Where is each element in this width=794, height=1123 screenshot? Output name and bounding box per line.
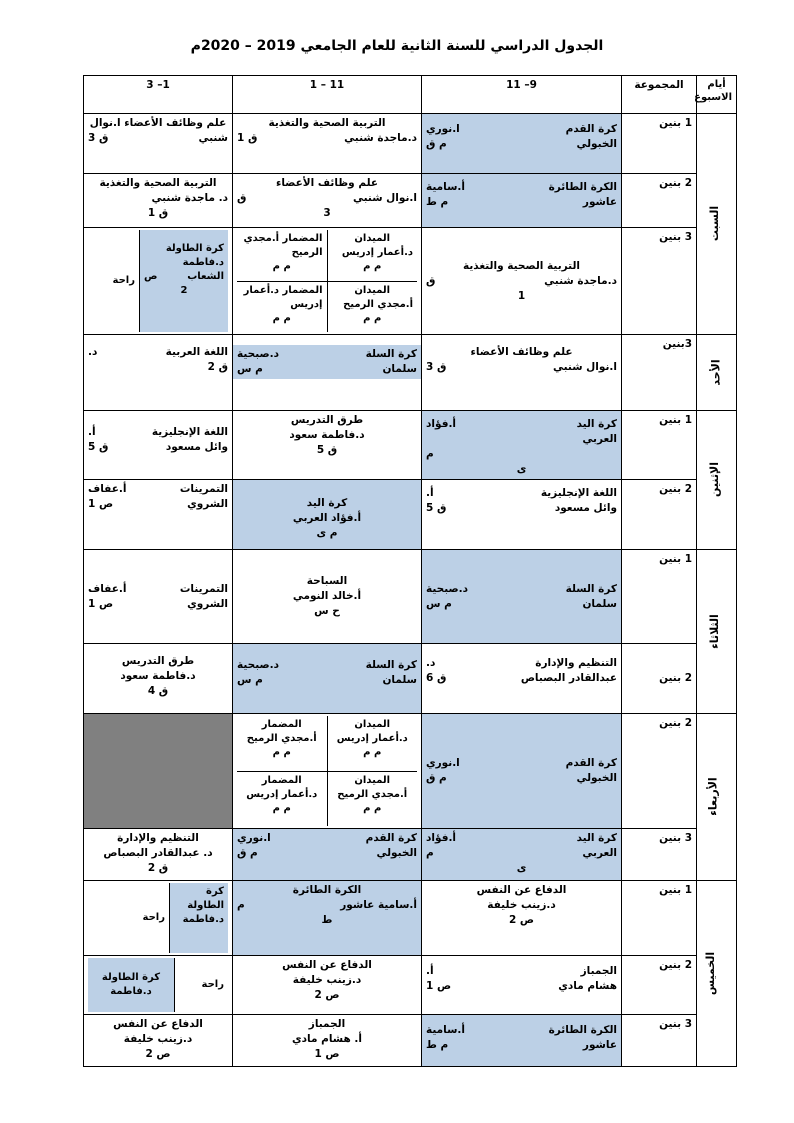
- schedule-cell: المضمار د.أعمار إدريس م م: [237, 281, 327, 332]
- schedule-cell: الميدان أ.مجدي الرميح م م: [327, 281, 417, 332]
- schedule-cell: كرة اليد أ.فؤاد العربي م ى: [233, 480, 422, 550]
- schedule-cell: كرة الطاولة د.فاطمة الشعاب ص 2: [140, 230, 229, 332]
- schedule-cell: الميدان د.أعمار إدريس م م: [327, 716, 417, 771]
- group-cell: 2 بنين: [622, 644, 697, 714]
- table-row: [84, 335, 737, 411]
- table-row: [84, 411, 737, 480]
- table-row: [84, 228, 737, 335]
- group-cell: 2 بنين: [622, 956, 697, 1015]
- day-tuesday: الثلاثاء: [697, 550, 737, 714]
- group-cell: 2 بنين: [622, 480, 697, 550]
- group-cell: 2 بنين: [622, 174, 697, 228]
- schedule-cell: الجمباز أ. هشام مادي ص 1: [233, 1015, 422, 1067]
- schedule-cell: السباحة أ.خالد النومي ح س: [233, 550, 422, 644]
- rest-cell: راحة: [88, 883, 170, 953]
- schedule-cell: اللغة الإنجليزية أ. وائل مسعود ق 5: [84, 411, 233, 480]
- schedule-cell: اللغة الإنجليزية أ. وائل مسعود ق 5: [422, 480, 622, 550]
- table-row: [84, 114, 737, 174]
- schedule-cell: التمرينات أ.عفاف الشروي ص 1: [84, 480, 233, 550]
- table-row: [84, 480, 737, 550]
- days-header: أيام الاسبوع: [697, 76, 737, 114]
- group-cell: 3 بنين: [622, 829, 697, 881]
- schedule-cell: كرة القدم ا.نوري الخبولي م ق: [422, 114, 622, 174]
- group-cell: 1 بنين: [622, 114, 697, 174]
- schedule-cell: الكرة الطائرة أ.سامية عاشور م ط: [422, 174, 622, 228]
- rest-cell: راحة: [175, 958, 229, 1012]
- split-cell: [84, 956, 233, 1015]
- schedule-cell: الميدان أ.مجدي الرميح م م: [327, 771, 417, 826]
- schedule-cell: الميدان د.أعمار إدريس م م: [327, 230, 417, 281]
- group-cell: 3 بنين: [622, 228, 697, 335]
- table-row: [84, 174, 737, 228]
- day-thursday: الخميس: [697, 881, 737, 1067]
- schedule-cell: الدفاع عن النفس د.زينب خليفة ص 2: [422, 881, 622, 956]
- slot3-header: 1– 3: [84, 76, 233, 114]
- schedule-cell: التمرينات أ.عفاف الشروي ص 1: [84, 550, 233, 644]
- schedule-cell: كرة السلة د.صبحية سلمان م س: [233, 335, 422, 411]
- group-cell: 3 بنين: [622, 1015, 697, 1067]
- schedule-cell: التربية الصحية والتغذية د.ماجدة شنبي ق 1: [422, 228, 622, 335]
- schedule-cell: الدفاع عن النفس د.زينب خليفة ص 2: [233, 956, 422, 1015]
- day-saturday: السبت: [697, 114, 737, 335]
- group-header: المجموعة: [622, 76, 697, 114]
- group-cell: 1 بنين: [622, 411, 697, 480]
- group-cell: 3بنين: [622, 335, 697, 411]
- header-row: [84, 76, 737, 114]
- group-cell: 2 بنين: [622, 714, 697, 829]
- day-wednesday: الأربعاء: [697, 714, 737, 881]
- split-cell: [233, 228, 422, 335]
- schedule-cell: علم وظائف الأعضاء ا.نوال شنبي ق 3: [422, 335, 622, 411]
- split-cell: [233, 714, 422, 829]
- schedule-cell: التربية الصحية والتغذية د. ماجدة شنبي ق 1: [84, 174, 233, 228]
- slot2-header: 11 – 1: [233, 76, 422, 114]
- schedule-cell: طرق التدريس د.فاطمة سعود ق 5: [233, 411, 422, 480]
- schedule-cell: علم وظائف الأعضاء ا.نوال شنبي ق 3: [233, 174, 422, 228]
- group-cell: 1 بنين: [622, 550, 697, 644]
- split-cell: [84, 881, 233, 956]
- slot1-header: 9– 11: [422, 76, 622, 114]
- page-title: الجدول الدراسي للسنة الثانية للعام الجامعي 2019 – 2020م: [190, 38, 604, 54]
- table-row: [84, 550, 737, 644]
- rest-cell: راحة: [88, 230, 140, 332]
- schedule-cell: التنظيم والإدارة د. عبدالقادر البصباص ق 2: [84, 829, 233, 881]
- schedule-cell: كرة الطاولة د.فاطمة: [88, 958, 175, 1012]
- table-row: [84, 956, 737, 1015]
- schedule-cell: المضمار أ.مجدي الرميح م م: [237, 230, 327, 281]
- schedule-cell: كرة السلة د.صبحية سلمان م س: [422, 550, 622, 644]
- schedule-cell: اللغة العربية د. ق 2: [84, 335, 233, 411]
- schedule-table: [83, 75, 737, 1067]
- schedule-cell: المضمار د.أعمار إدريس م م: [237, 771, 327, 826]
- day-sunday: الأحد: [697, 335, 737, 411]
- schedule-cell: التنظيم والإدارة د. عبدالقادر البصباص ق 6: [422, 644, 622, 714]
- table-row: [84, 829, 737, 881]
- day-monday: الإثنين: [697, 411, 737, 550]
- schedule-cell: الكرة الطائرة أ.سامية عاشور م ط: [422, 1015, 622, 1067]
- table-row: [84, 881, 737, 956]
- schedule-cell: كرة الطاولة د.فاطمة: [170, 883, 229, 953]
- schedule-cell: كرة اليد أ.فؤاد العربي م ى: [422, 829, 622, 881]
- schedule-cell: كرة القدم ا.نوري الخبولي م ق: [422, 714, 622, 829]
- blocked-cell: [84, 714, 233, 829]
- schedule-cell: طرق التدريس د.فاطمة سعود ق 4: [84, 644, 233, 714]
- table-row: [84, 714, 737, 829]
- group-cell: 1 بنين: [622, 881, 697, 956]
- schedule-cell: الدفاع عن النفس د.زينب خليفة ص 2: [84, 1015, 233, 1067]
- table-row: [84, 1015, 737, 1067]
- schedule-cell: المضمار أ.مجدي الرميح م م: [237, 716, 327, 771]
- schedule-cell: كرة القدم ا.نوري الخبولي م ق: [233, 829, 422, 881]
- split-cell: [84, 228, 233, 335]
- schedule-cell: علم وظائف الأعضاء ا.نوال شنبي ق 3: [84, 114, 233, 174]
- table-row: [84, 644, 737, 714]
- schedule-cell: كرة اليد أ.فؤاد العربي م ى: [422, 411, 622, 480]
- schedule-cell: كرة السلة د.صبحية سلمان م س: [233, 644, 422, 714]
- schedule-cell: الجمباز أ. هشام مادي ص 1: [422, 956, 622, 1015]
- schedule-cell: الكرة الطائرة أ.سامية عاشور م ط: [233, 881, 422, 956]
- schedule-cell: التربية الصحية والتغذية د.ماجدة شنبي ق 1: [233, 114, 422, 174]
